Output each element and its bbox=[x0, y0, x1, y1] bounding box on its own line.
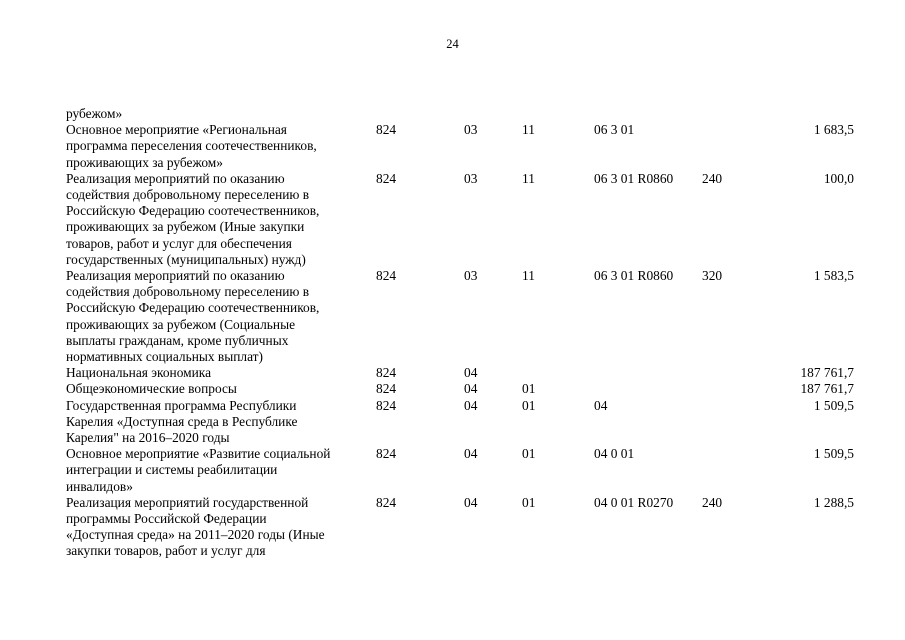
row-target-article bbox=[594, 106, 702, 122]
row-section: 03 bbox=[464, 170, 478, 186]
row-target-article bbox=[594, 381, 702, 397]
budget-table bbox=[66, 106, 854, 560]
row-name: Реализация мероприятий государственной программы Российской Федерации «Доступная среда» на 2011–2020 годы (Иные закупки товаров, работ и услуг для bbox=[66, 494, 325, 559]
table-row bbox=[66, 398, 854, 447]
row-grbs: 824 bbox=[376, 381, 397, 397]
row-grbs: 824 bbox=[376, 397, 397, 413]
row-grbs: 824 bbox=[376, 170, 397, 186]
row-amount: 1 509,5 bbox=[813, 397, 854, 413]
table-row bbox=[66, 495, 854, 560]
row-amount: 187 761,7 bbox=[800, 365, 854, 381]
row-expense-type: 240 bbox=[702, 494, 723, 510]
row-section bbox=[464, 106, 522, 122]
row-target-article: 06 3 01 bbox=[594, 122, 635, 138]
table-row bbox=[66, 446, 854, 495]
row-name: Национальная экономика bbox=[66, 365, 212, 381]
row-section: 04 bbox=[464, 397, 478, 413]
row-name: Реализация мероприятий по оказанию содействия добровольному переселению в Российскую Федерацию соотечественников, проживающих за рубежом (Иные закупки товаров, работ и услуг для обеспечения государственных (муниципальных) нужд) bbox=[66, 170, 320, 267]
row-subsection: 01 bbox=[522, 397, 536, 413]
row-name: Основное мероприятие «Развитие социальной интеграции и системы реабилитации инвалидов» bbox=[66, 446, 331, 494]
row-grbs: 824 bbox=[376, 494, 397, 510]
row-target-article: 04 0 01 bbox=[594, 446, 635, 462]
row-expense-type bbox=[702, 381, 742, 397]
row-expense-type bbox=[702, 398, 742, 447]
row-grbs: 824 bbox=[376, 268, 397, 284]
table-row bbox=[66, 122, 854, 171]
row-target-article bbox=[594, 365, 702, 381]
row-name: Государственная программа Республики Карелия «Доступная среда в Республике Карелия" на 2016–2020 годы bbox=[66, 397, 298, 446]
row-target-article: 04 bbox=[594, 397, 608, 413]
row-target-article: 06 3 01 R0860 bbox=[594, 268, 674, 284]
row-expense-type bbox=[702, 106, 742, 122]
row-amount: 1 509,5 bbox=[813, 446, 854, 462]
row-grbs: 824 bbox=[376, 122, 397, 138]
row-amount: 100,0 bbox=[823, 170, 854, 186]
row-section: 04 bbox=[464, 494, 478, 510]
row-expense-type bbox=[702, 365, 742, 381]
table-row bbox=[66, 171, 854, 268]
row-section: 04 bbox=[464, 381, 478, 397]
row-subsection: 11 bbox=[522, 170, 535, 186]
row-grbs bbox=[376, 106, 464, 122]
row-subsection: 01 bbox=[522, 446, 536, 462]
row-amount: 187 761,7 bbox=[800, 381, 854, 397]
row-expense-type: 320 bbox=[702, 268, 723, 284]
row-amount: 1 583,5 bbox=[813, 268, 854, 284]
table-row bbox=[66, 268, 854, 365]
row-subsection bbox=[522, 365, 594, 381]
row-section: 04 bbox=[464, 365, 478, 381]
row-name: рубежом» bbox=[66, 106, 123, 121]
row-subsection: 11 bbox=[522, 268, 535, 284]
row-subsection: 11 bbox=[522, 122, 535, 138]
row-section: 03 bbox=[464, 122, 478, 138]
row-name: Основное мероприятие «Региональная программа переселения соотечественников, проживающих за рубежом» bbox=[66, 122, 317, 170]
row-expense-type bbox=[702, 122, 742, 171]
row-target-article: 04 0 01 R0270 bbox=[594, 494, 674, 510]
row-subsection: 01 bbox=[522, 381, 536, 397]
row-name: Общеэкономические вопросы bbox=[66, 381, 237, 397]
page-number: 24 bbox=[446, 37, 459, 51]
row-expense-type: 240 bbox=[702, 170, 723, 186]
table-row bbox=[66, 365, 854, 381]
row-name: Реализация мероприятий по оказанию содействия добровольному переселению в Российскую Федерацию соотечественников, проживающих за рубежом (Социальные выплаты гражданам, кроме публичных нормативных социальных выплат) bbox=[66, 268, 320, 365]
row-amount bbox=[742, 106, 854, 122]
table-row bbox=[66, 106, 854, 122]
row-section: 03 bbox=[464, 268, 478, 284]
row-target-article: 06 3 01 R0860 bbox=[594, 170, 674, 186]
budget-table-body bbox=[66, 106, 854, 560]
row-amount: 1 288,5 bbox=[813, 494, 854, 510]
row-grbs: 824 bbox=[376, 365, 397, 381]
row-section: 04 bbox=[464, 446, 478, 462]
row-subsection bbox=[522, 106, 594, 122]
table-row bbox=[66, 381, 854, 397]
row-subsection: 01 bbox=[522, 494, 536, 510]
row-amount: 1 683,5 bbox=[813, 122, 854, 138]
row-expense-type bbox=[702, 446, 742, 495]
row-grbs: 824 bbox=[376, 446, 397, 462]
